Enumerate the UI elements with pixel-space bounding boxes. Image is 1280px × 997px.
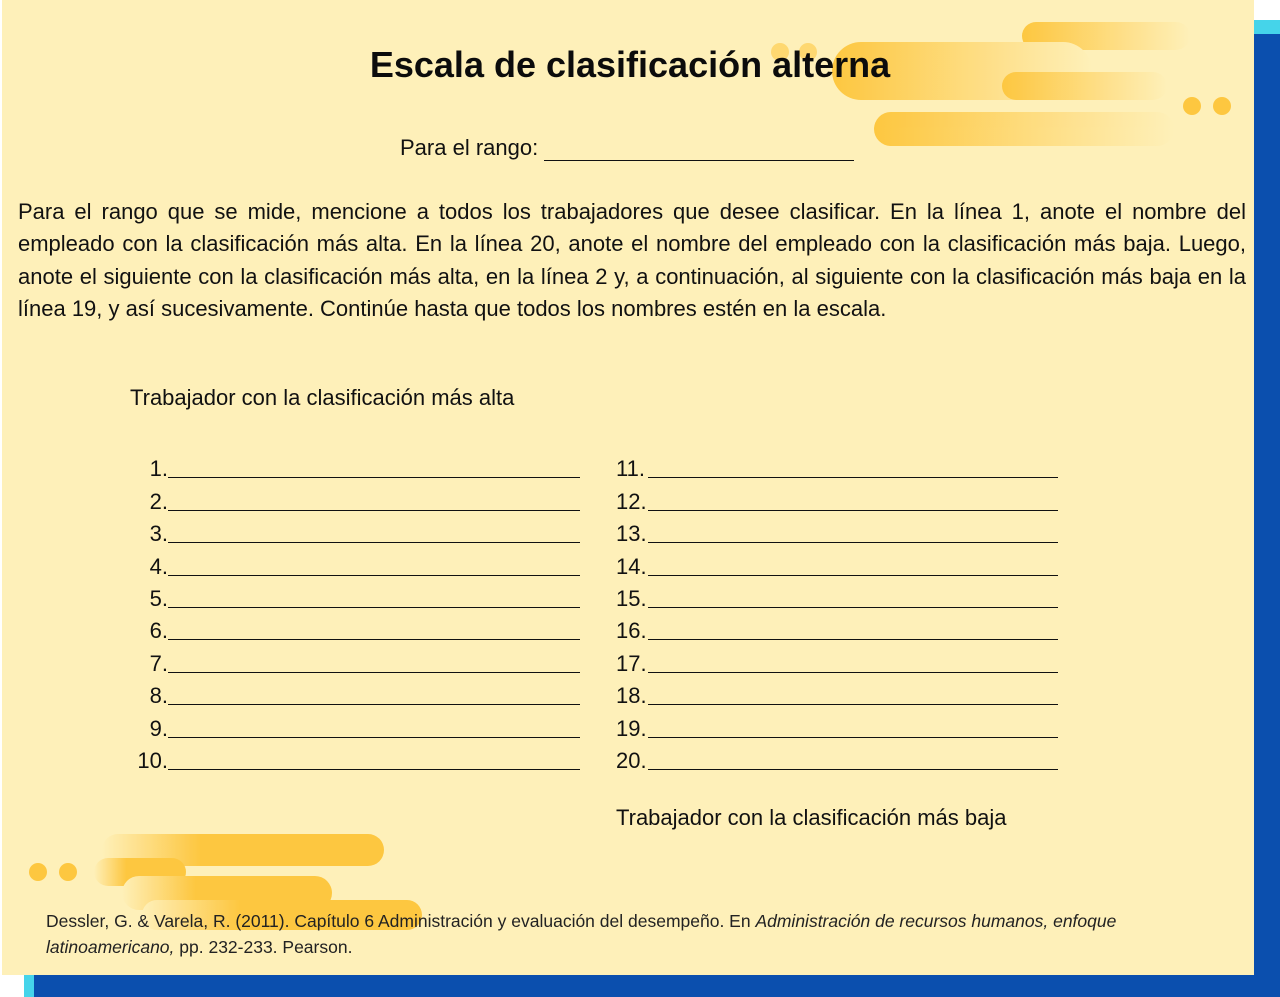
citation	[46, 908, 1226, 960]
ranking-row	[602, 677, 1058, 709]
ranking-blank-line[interactable]	[168, 510, 580, 511]
worksheet-page	[2, 0, 1254, 975]
ranking-number: 3.	[149, 521, 168, 547]
ranking-row	[602, 450, 1058, 482]
ranking-number: 5.	[149, 585, 168, 611]
ranking-row	[122, 709, 580, 741]
page-frame-accent	[1250, 20, 1280, 34]
page-title: Escala de clasificación alterna	[369, 44, 891, 85]
ranking-row	[602, 742, 1058, 774]
ranking-row	[122, 515, 580, 547]
ranking-number: 17.	[616, 650, 647, 676]
ranking-row	[122, 482, 580, 514]
ranking-row	[122, 742, 580, 774]
lowest-rank-label: Trabajador con la clasificación más baja	[616, 805, 1007, 830]
ranking-number: 8.	[149, 683, 168, 709]
ranking-row	[602, 612, 1058, 644]
ranking-blank-line[interactable]	[648, 575, 1058, 576]
rango-label: Para el rango:	[400, 135, 539, 160]
citation-book-title: Administración de recursos humanos, enfoque latinoamericano,	[46, 911, 1117, 957]
ranking-row	[122, 677, 580, 709]
ranking-row	[122, 612, 580, 644]
ranking-number: 18.	[616, 683, 647, 709]
ranking-blank-line[interactable]	[168, 477, 580, 478]
ranking-number: 6.	[149, 618, 168, 644]
ranking-blank-line[interactable]	[648, 639, 1058, 640]
ranking-row	[122, 450, 580, 482]
ranking-blank-line[interactable]	[648, 704, 1058, 705]
ranking-number: 15.	[616, 585, 647, 611]
ranking-number: 7.	[149, 650, 168, 676]
ranking-blank-line[interactable]	[648, 672, 1058, 673]
ranking-number: 19.	[616, 715, 647, 741]
ranking-blank-line[interactable]	[168, 607, 580, 608]
ranking-blank-line[interactable]	[168, 639, 580, 640]
ranking-number: 10.	[137, 747, 168, 773]
ranking-blank-line[interactable]	[168, 575, 580, 576]
ranking-number: 1.	[149, 456, 168, 482]
ranking-blank-line[interactable]	[168, 542, 580, 543]
ranking-number: 2.	[149, 488, 168, 514]
ranking-blank-line[interactable]	[648, 769, 1058, 770]
ranking-number: 9.	[149, 715, 168, 741]
citation-pages: pp. 232-233. Pearson.	[174, 937, 353, 957]
ranking-row	[602, 515, 1058, 547]
ranking-row	[122, 644, 580, 676]
ranking-blank-line[interactable]	[648, 737, 1058, 738]
ranking-blank-line[interactable]	[168, 737, 580, 738]
ranking-number: 20.	[616, 747, 647, 773]
ranking-number: 16.	[616, 618, 647, 644]
highest-rank-label: Trabajador con la clasificación más alta	[130, 385, 515, 410]
ranking-blank-line[interactable]	[648, 510, 1058, 511]
rango-blank-line[interactable]	[544, 138, 854, 161]
ranking-blank-line[interactable]	[648, 542, 1058, 543]
citation-authors: Dessler, G. & Varela, R. (2011). Capítulo 6 Administración y evaluación del desempeño. En	[46, 911, 756, 931]
ranking-row	[602, 482, 1058, 514]
ranking-row	[122, 547, 580, 579]
ranking-row	[122, 580, 580, 612]
ranking-blank-line[interactable]	[648, 477, 1058, 478]
ranking-number: 4.	[149, 553, 168, 579]
ranking-row	[602, 709, 1058, 741]
ranking-blank-line[interactable]	[168, 672, 580, 673]
ranking-blank-line[interactable]	[168, 769, 580, 770]
ranking-number: 14.	[616, 553, 647, 579]
ranking-number: 12.	[616, 488, 647, 514]
ranking-blank-line[interactable]	[168, 704, 580, 705]
ranking-number: 11.	[616, 456, 645, 482]
rango-field	[400, 135, 854, 161]
ranking-row	[602, 547, 1058, 579]
ranking-list-left	[122, 450, 580, 774]
ranking-number: 13.	[616, 521, 647, 547]
ranking-row	[602, 644, 1058, 676]
ranking-list-right	[602, 450, 1058, 774]
ranking-row	[602, 580, 1058, 612]
instructions-paragraph: Para el rango que se mide, mencione a todos los trabajadores que desee clasificar. En la línea 1, anote el nombre del empleado con la clasificación más alta. En la línea 20, anote el nombre del empleado con la clasificación más baja. Luego, anote el siguiente con la clasificación más alta, en la línea 2 y, a continuación, al siguiente con la clasificación más baja en la línea 19, y así sucesivamente. Continúe hasta que todos los nombres estén en la escala.	[18, 199, 1246, 321]
ranking-blank-line[interactable]	[648, 607, 1058, 608]
